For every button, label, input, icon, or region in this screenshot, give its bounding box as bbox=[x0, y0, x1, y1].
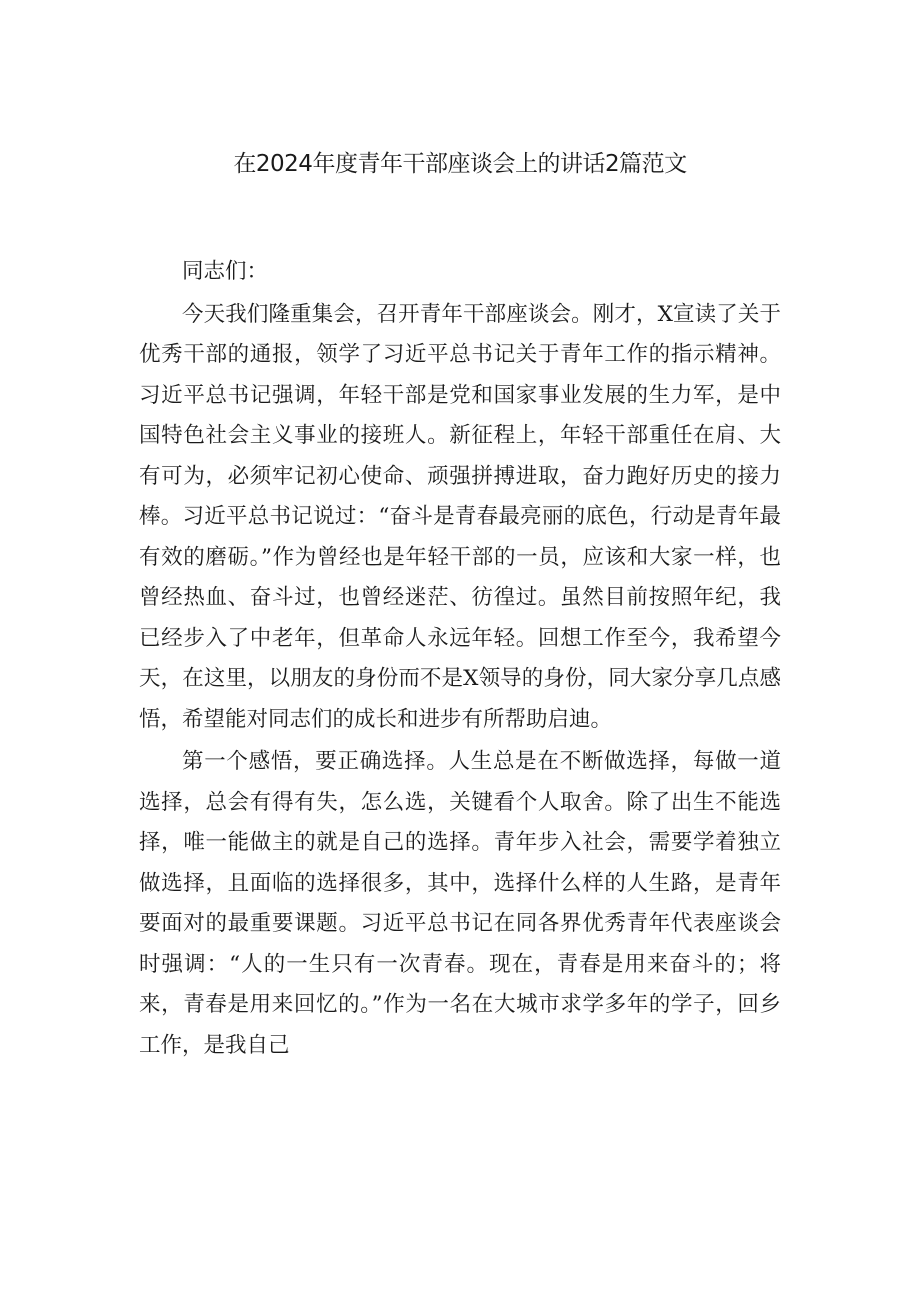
paragraph-intro: 今天我们隆重集会，召开青年干部座谈会。刚才，X宣读了关于优秀干部的通报，领学了习近平总书记关于青年工作的指示精神。习近平总书记强调，年轻干部是党和国家事业发展的生力军，是中国特色社会主义事业的接班人。新征程上，年轻干部重任在肩、大有可为，必须牢记初心使命、顽强拼搏进取，奋力跑好历史的接力棒。习近平总书记说过：“奋斗是青春最亮丽的底色，行动是青年最有效的磨砺。”作为曾经也是年轻干部的一员，应该和大家一样，也曾经热血、奋斗过，也曾经迷茫、彷徨过。虽然目前按照年纪，我已经步入了中老年，但革命人永远年轻。回想工作至今，我希望今天，在这里，以朋友的身份而不是X领导的身份，同大家分享几点感悟，希望能对同志们的成长和进步有所帮助启迪。 bbox=[139, 301, 781, 732]
document-body bbox=[139, 252, 781, 1068]
salutation: 同志们： bbox=[182, 259, 269, 284]
paragraph-first-insight: 第一个感悟，要正确选择。人生总是在不断做选择，每做一道选择，总会有得有失，怎么选，关键看个人取舍。除了出生不能选择，唯一能做主的就是自己的选择。青年步入社会，需要学着独立做选择，且面临的选择很多，其中，选择什么样的人生路，是青年要面对的最重要课题。习近平总书记在同各界优秀青年代表座谈会时强调：“人的一生只有一次青春。现在，青春是用来奋斗的；将来，青春是用来回忆的。”作为一名在大城市求学多年的学子，回乡工作，是我自己 bbox=[139, 749, 781, 1058]
document-title: 在2024年度青年干部座谈会上的讲话2篇范文 bbox=[233, 151, 687, 177]
